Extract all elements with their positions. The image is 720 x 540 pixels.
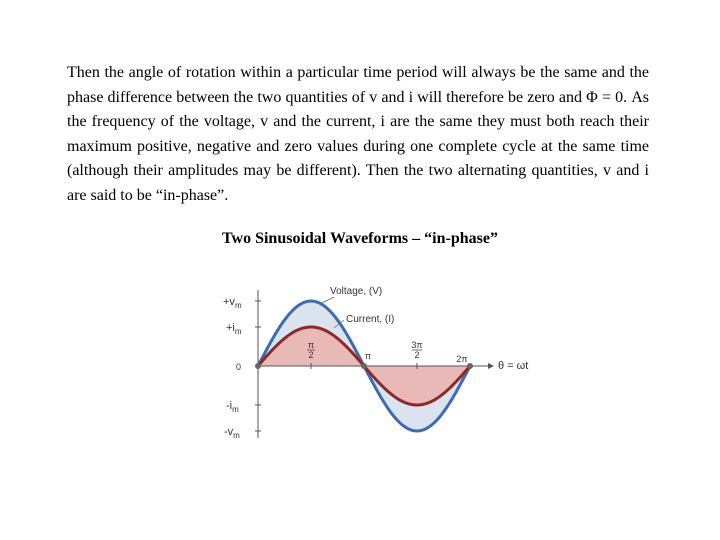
body-paragraph: Then the angle of rotation within a particular time period will always be the same and the phase difference between the two quantities of v and i will therefore be zero and Φ = 0. As the frequency of the voltage, v and the current, i are the same they must both reach their maximum positive, negative and zero values during one complete cycle at the same time (although their amplitudes may be different). Then the two alternating quantities, v and i are said to be “in-phase”.	[67, 64, 649, 204]
x-tick-half-pi-denominator: 2	[308, 350, 314, 360]
y-label-plus-vm-sub: m	[234, 301, 242, 310]
y-label-plus-vm-main: +v	[223, 296, 235, 308]
x-tick-two-pi: 2π	[456, 354, 468, 364]
in-phase-waveform-figure	[210, 278, 540, 443]
y-label-plus-vm	[223, 296, 242, 310]
y-label-minus-im-sub: m	[232, 405, 239, 414]
y-label-minus-vm-sub: m	[233, 431, 240, 440]
figure-caption: Two Sinusoidal Waveforms – “in-phase”	[222, 230, 498, 247]
x-tick-three-half-pi-denominator: 2	[414, 350, 420, 360]
y-label-minus-im	[226, 400, 239, 414]
pi-point	[361, 363, 367, 369]
y-label-minus-vm-main: -v	[224, 426, 234, 438]
voltage-label-pointer	[322, 297, 334, 303]
x-tick-pi: π	[364, 351, 372, 361]
x-axis-label: θ = ωt	[498, 360, 529, 372]
waveform-chart	[210, 278, 540, 443]
y-label-plus-im-sub: m	[234, 327, 242, 336]
current-series-label: Current, (I)	[346, 314, 395, 325]
y-label-minus-im-main: -i	[226, 400, 233, 412]
x-axis-arrow-icon	[488, 363, 494, 369]
y-label-minus-vm	[224, 426, 240, 440]
y-label-zero: 0	[236, 362, 242, 372]
y-label-plus-im-main: +i	[226, 322, 235, 334]
two-pi-point	[467, 363, 473, 369]
origin-point	[255, 363, 261, 369]
x-tick-three-half-pi-numerator: 3π	[411, 340, 423, 350]
voltage-series-label: Voltage, (V)	[330, 286, 383, 297]
y-label-plus-im	[226, 322, 242, 336]
x-tick-half-pi-numerator: π	[307, 340, 315, 350]
